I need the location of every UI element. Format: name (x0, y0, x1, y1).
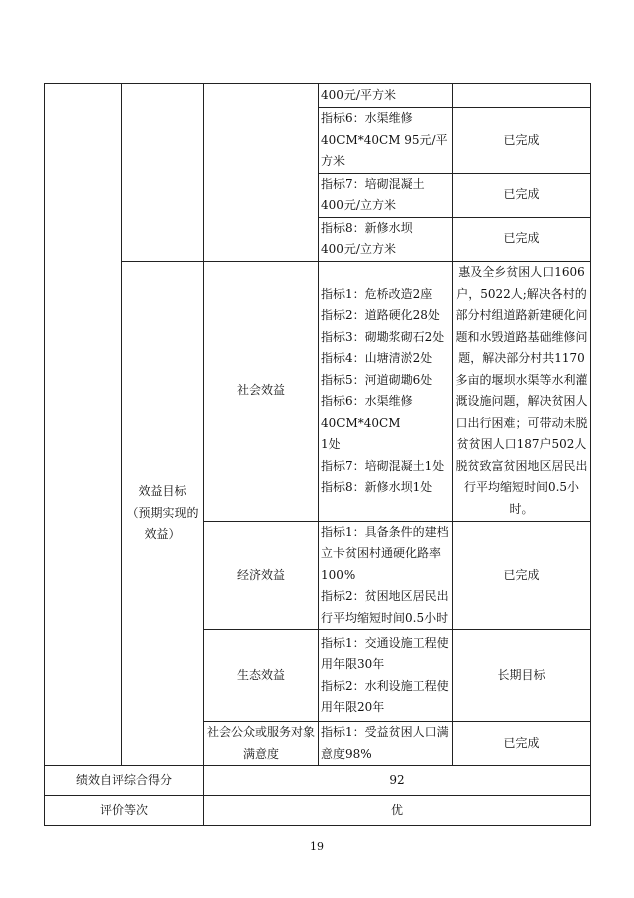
indicator-cell: 指标7：培砌混凝土 400元/立方米 (319, 173, 453, 217)
indicator-cell: 指标1：危桥改造2座 指标2：道路硬化28处 指标3：砌墈浆砌石2处 指标4：山塘清淤2处 指标5：河道砌墈6处 指标6：水渠维修 40CM*40CM 1处 指标7：培砌混凝土1处 指标8：新修水坝1处 (319, 261, 453, 521)
result-cell: 已完成 (453, 521, 591, 630)
score-label: 绩效自评综合得分 (45, 766, 204, 796)
score-value: 92 (204, 766, 591, 796)
blank-cell (45, 84, 122, 766)
result-cell: 已完成 (453, 108, 591, 174)
page-number: 19 (310, 840, 324, 853)
result-cell: 已完成 (453, 217, 591, 261)
result-cell: 已完成 (453, 722, 591, 766)
category-cell: 社会公众或服务对象满意度 (204, 722, 319, 766)
indicator-cell: 指标6：水渠维修 40CM*40CM 95元/平方米 (319, 108, 453, 174)
result-cell: 惠及全乡贫困人口1606户，5022人;解决各村的部分村组道路新建硬化问题和水毁道路基础维修问题，解决部分村共1170多亩的堰坝水渠等水利灌溉设施问题，解决贫困人口出行困难；可带动未脱贫贫困人口187户502人脱贫致富贫困地区居民出行平均缩短时间0.5小时。 (453, 261, 591, 521)
result-cell: 已完成 (453, 173, 591, 217)
category-cell: 社会效益 (204, 261, 319, 521)
indicator-cell: 400元/平方米 (319, 84, 453, 108)
indicator-cell: 指标1：具备条件的建档立卡贫困村通硬化路率100% 指标2：贫困地区居民出行平均缩短时间0.5小时 (319, 521, 453, 630)
category-cell: 经济效益 (204, 521, 319, 630)
indicator-cell: 指标1：交通设施工程使用年限30年 指标2：水利设施工程使用年限20年 (319, 630, 453, 722)
result-cell (453, 84, 591, 108)
grade-value: 优 (204, 796, 591, 826)
category-cell: 生态效益 (204, 630, 319, 722)
blank-cell (122, 84, 204, 262)
result-cell: 长期目标 (453, 630, 591, 722)
indicator-cell: 指标1：受益贫困人口满意度98% (319, 722, 453, 766)
benefit-group-label: 效益目标 （预期实现的 效益） (122, 261, 204, 766)
blank-cell (204, 84, 319, 262)
performance-table (44, 83, 591, 826)
indicator-cell: 指标8：新修水坝 400元/立方米 (319, 217, 453, 261)
grade-label: 评价等次 (45, 796, 204, 826)
